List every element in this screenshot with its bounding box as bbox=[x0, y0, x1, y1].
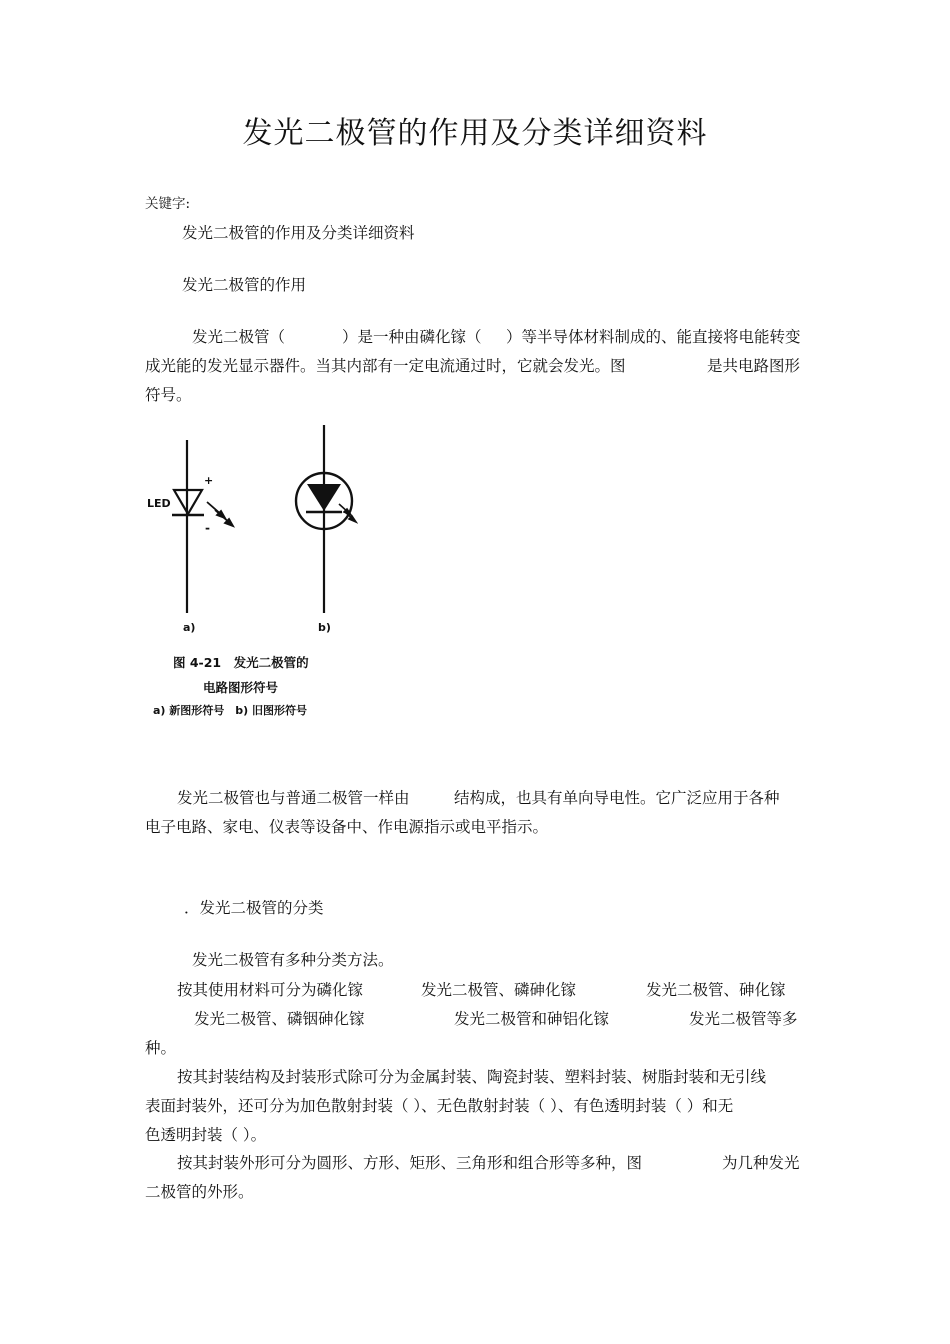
intro-text-2a: 成光能的发光显示器件。当其内部有一定电流通过时，它就会发光。图 bbox=[145, 357, 626, 375]
para2-text-2: 电子电路、家电、仪表等设备中、作电源指示或电平指示。 bbox=[145, 818, 549, 836]
figure-caption-1: 图 4-21 发光二极管的 bbox=[173, 655, 309, 670]
para6-text-1b: 为几种发光 bbox=[722, 1154, 800, 1172]
keywords-value: 发光二极管的作用及分类详细资料 bbox=[182, 224, 415, 242]
light-arrows-icon bbox=[207, 502, 233, 526]
label-b: b) bbox=[318, 621, 331, 634]
para4-text-1b: 发光二极管、磷砷化镓 bbox=[421, 981, 577, 999]
page-title: 发光二极管的作用及分类详细资料 bbox=[242, 116, 708, 151]
para4-text-2c: 发光二极管等多 bbox=[689, 1010, 798, 1028]
led-old-symbol bbox=[296, 425, 356, 613]
para3-text: 发光二极管有多种分类方法。 bbox=[192, 951, 394, 969]
intro-text-2b: 是共电路图形 bbox=[707, 357, 801, 375]
para4-text-3: 种。 bbox=[145, 1039, 177, 1057]
section-heading-classification: ．发光二极管的分类 bbox=[184, 899, 324, 917]
para6-text-2: 二极管的外形。 bbox=[145, 1183, 254, 1201]
figure-caption-3: a) 新图形符号 b) 旧图形符号 bbox=[153, 704, 308, 717]
figure-caption-2: 电路图形符号 bbox=[203, 680, 279, 695]
para5-text-2: 表面封装外，还可分为加色散射封装（ ）、无色散射封装（ ）、有色透明封装（ ）和无 bbox=[145, 1097, 734, 1115]
plus-label: + bbox=[204, 474, 214, 487]
led-symbol-figure bbox=[143, 420, 358, 720]
para4-text-1a: 按其使用材料可分为磷化镓 bbox=[177, 981, 364, 999]
para2-text-1a: 发光二极管也与普通二极管一样由 bbox=[177, 789, 410, 807]
label-a: a) bbox=[183, 621, 196, 634]
para4-text-1c: 发光二极管、砷化镓 bbox=[646, 981, 786, 999]
led-label: LED bbox=[147, 497, 171, 510]
para6-text-1a: 按其封装外形可分为圆形、方形、矩形、三角形和组合形等多种，图 bbox=[177, 1154, 643, 1172]
para5-text-3: 色透明封装（ ）。 bbox=[145, 1126, 267, 1144]
para4-text-2b: 发光二极管和砷铝化镓 bbox=[454, 1010, 610, 1028]
minus-label: - bbox=[205, 521, 210, 535]
intro-text-3: 符号。 bbox=[145, 386, 192, 404]
intro-text-1c: ）等半导体材料制成的、能直接将电能转变 bbox=[506, 328, 801, 346]
keywords-label: 关键字: bbox=[145, 196, 191, 212]
para4-text-2a: 发光二极管、磷铟砷化镓 bbox=[194, 1010, 365, 1028]
intro-text-1a: 发光二极管（ bbox=[192, 328, 286, 346]
intro-text-1b: ）是一种由磷化镓（ bbox=[342, 328, 482, 346]
section-heading-function: 发光二极管的作用 bbox=[182, 276, 307, 294]
para5-text-1: 按其封装结构及封装形式除可分为金属封装、陶瓷封装、塑料封装、树脂封装和无引线 bbox=[177, 1068, 767, 1086]
led-new-symbol bbox=[147, 440, 233, 613]
para2-text-1b: 结构成，也具有单向导电性。它广泛应用于各种 bbox=[454, 789, 780, 807]
